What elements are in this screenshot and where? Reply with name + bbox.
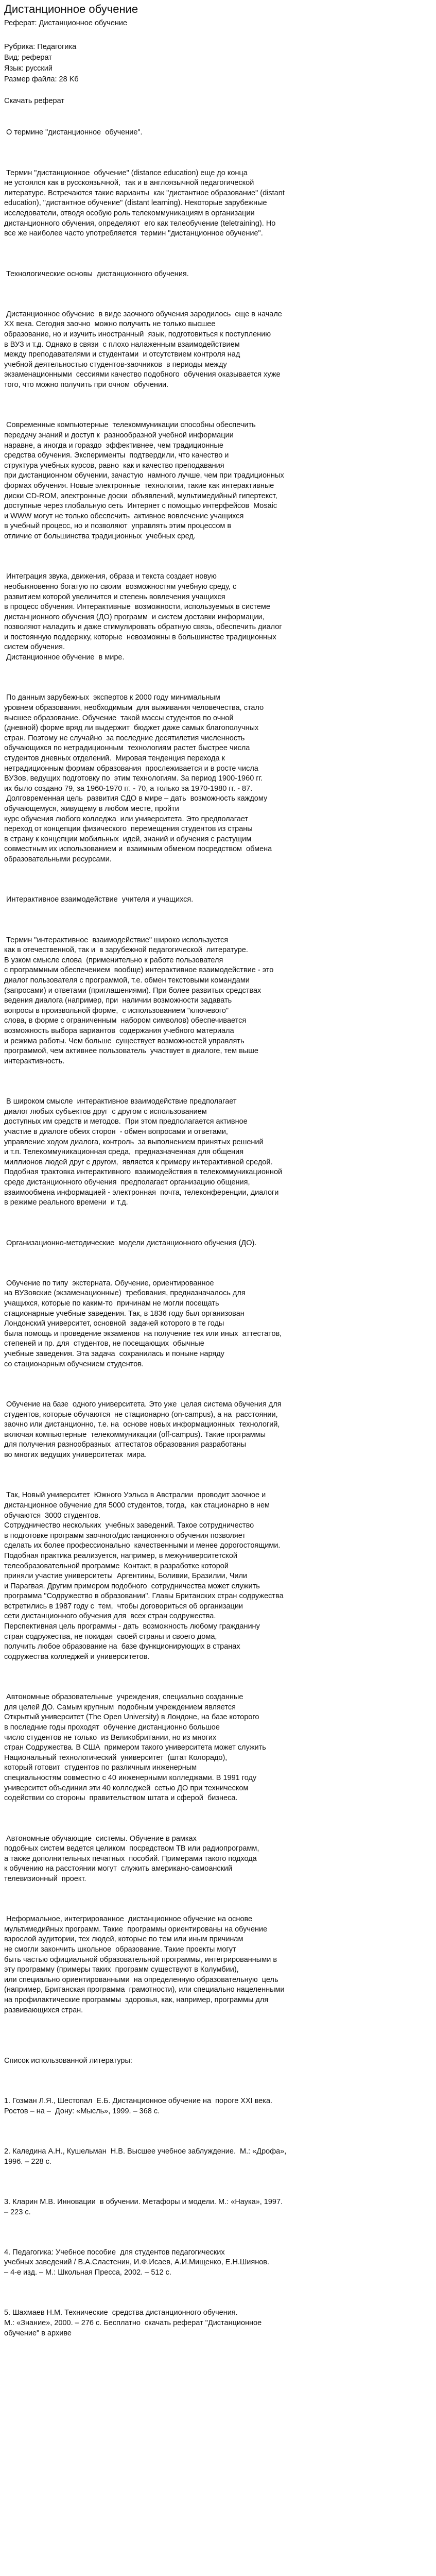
paragraph: Интеграция звука, движения, образа и текста создает новую необыкновенно богатую по своим возможностям учебную среду, с развитием которой увеличится и степень вовлечения учащихся в процесс обучения. Интерактивные возможности, используемых в системе дистанционного обучения (ДО) программ и систем доставки информации, позволяют наладить и даже стимулировать обратную связь, обеспечить диалог и постоянную поддержку, которые невозможны в большинстве традиционных систем обучения. Дистанционное обучение в мире. [4, 572, 282, 662]
paragraph: Дистанционное обучение в виде заочного обучения зародилось еще в начале ХХ века. Сегодня заочно можно получить не только высшее образование, но и изучить иностранный язык, подготовиться к поступлению в ВУЗ и т.д. Однако в связи с плохо налаженным взаимодействием между преподавателями и студентами и отсутствием контроля над учебной деятельностью студентов-заочников в периоды между экзаменационными сессиями качество подобного обучения оказывается хуже того, что можно получить при очном обучении. [4, 310, 282, 389]
references-heading: Список использованной литературы: [4, 2056, 132, 2065]
paragraph: О термине "дистанционное обучение". [4, 128, 143, 137]
meta-type: Вид: реферат [4, 54, 52, 62]
paragraph: Автономные образовательные учреждения, специально созданные для целей ДО. Самым крупным подобным учреждением является Открытый университет (The Open University) в Лондоне, на базе которого в последние годы проходят обучение дистанционно большое число студентов не только из Великобритании, но из многих стран Содружества. В США примером такого университета может служить Национальный технологический университет (штат Колорадо), который готовит студентов по различным инженерным специальностям совместно с 40 инженерными колледжами. В 1991 году университет объединил эти 40 колледжей сетью ДО при техническом содействии со стороны правительством штата и сферой бизнеса. [4, 1693, 266, 1803]
paragraph: Так, Новый университет Южного Уэльса в Австралии проводит заочное и дистанционное обучение для 5000 студентов, тогда, как стационарно в нем обучаются 3000 студентов. Сотрудничество нескольких учебных заведений. Такое сотрудничество в подготовке программ заочного/дистанционного обучения позволяет сделать их более профессионально качественными и менее дорогостоящими. Подобная практика реализуется, например, в межуниверситетской телеобразовательной программе Контакт, в разработке которой приняли участие университеты Аргентины, Боливии, Бразилии, Чили и Парагвая. Другим примером подобного сотрудничества может служить программа "Содружество в образовании". Главы Британских стран содружества встретились в 1987 году с тем, чтобы договориться об организации сети дистанционного обучения для всех стран содружества. Перспективная цель программы - дать возможность любому гражданину стран содружества, не покидая своей страны и своего дома, получить любое образование на базе функционирующих в странах содружества колледжей и университетов. [4, 1491, 284, 1661]
reference-item: 2. Каледина А.Н., Кушельман Н.В. Высшее учебное заблуждение. М.: «Дрофа», 1996. – 228 с. [4, 2147, 287, 2166]
paragraph: Неформальное, интегрированное дистанционное обучение на основе мультимедийных программ. Такие программы ориентированы на обучение взрослой аудитории, тех людей, которые по тем или иным причинам не смогли закончить школьное образование. Такие проекты могут быть частью официальной образовательной программы, интегрированными в эту программу (примеры таких программ существуют в Колумбии), или специально ориентированными на определенную образовательную цель (например, Британская программа грамотности), или специально нацеленными на профилактические программы здоровья, как, например, программы для развивающихся стран. [4, 1915, 285, 2014]
section-heading: Интерактивное взаимодействие учителя и учащихся. [4, 895, 194, 904]
document-meta [4, 42, 432, 85]
paragraph: Термин "интерактивное взаимодействие" широко используется как в отечественной, так и в зарубежной педагогической литературе. В узком смысле слова (применительно к работе пользователя с программным обеспечением вообще) интерактивное взаимодействие - это диалог пользователя с программой, т.е. обмен текстовыми командами (запросами) и ответами (приглашениями). При более развитых средствах ведения диалога (например, при наличии возможности задавать вопросы в произвольной форме, с использованием "ключевого" слова, в форме с ограниченным набором символов) обеспечивается возможность выбора вариантов содержания учебного материала и режима работы. Чем больше существует возможностей управлять программой, чем активнее пользователь участвует в диалоге, тем выше интерактивность. [4, 936, 274, 1065]
paragraph: Современные компьютерные телекоммуникации способны обеспечить передачу знаний и доступ к разнообразной учебной информации наравне, а иногда и гораздо эффективнее, чем традиционные средства обучения. Эксперименты подтвердили, что качество и структура учебных курсов, равно как и качество преподавания при дистанционном обучении, зачастую намного лучше, чем при традиционных формах обучения. Новые электронные технологии, такие как интерактивные диски CD-ROM, электронные доски объявлений, мультимедийный гипертекст, доступные через глобальную сеть Интернет с помощью интерфейсов Mosaic и WWW могут не только обеспечить активное вовлечение учащихся в учебный процесс, но и позволяют управлять этим процессом в отличие от большинства традиционных учебных сред. [4, 421, 284, 540]
section-heading: Организационно-методические модели дистанционного обучения (ДО). [4, 1239, 257, 1247]
paragraph: Обучение на базе одного университета. Это уже целая система обучения для студентов, которые обучаются не стационарно (on-campus), а на расстоянии, заочно или дистанционно, т.е. на основе новых информационных технологий, включая компьютерные телекоммуникации (off-campus). Такие программы для получения разнообразных аттестатов образования разработаны во многих ведущих университетах мира. [4, 1400, 282, 1459]
meta-rubric: Рубрика: Педагогика [4, 43, 77, 51]
reference-item: 3. Кларин М.В. Инновации в обучении. Метафоры и модели. М.: «Наука», 1997. – 223 с. [4, 2197, 283, 2216]
article-body [4, 108, 432, 2369]
page-subtitle: Реферат: Дистанционное обучение [4, 19, 128, 27]
reference-item: 5. Шахмаев Н.М. Технические средства дистанционного обучения. М.: «Знание», 2000. – 276 с. Бесплатно скачать реферат "Дистанционное обучение" в архиве [4, 2309, 262, 2337]
meta-language: Язык: русский [4, 64, 53, 73]
download-link[interactable]: Скачать реферат [4, 97, 64, 105]
reference-item: 1. Гозман Л.Я., Шестопал Е.Б. Дистанционное обучение на пороге XXI века. Ростов – на – Дону: «Мысль», 1999. – 368 с. [4, 2096, 273, 2115]
meta-file-size: Размер файла: 28 Kб [4, 75, 79, 83]
paragraph: Автономные обучающие системы. Обучение в рамках подобных систем ведется целиком посредством ТВ или радиопрограмм, а также дополнительных печатных пособий. Примерами такого подхода к обучению на расстоянии могут служить американо-самоанский телевизионный проект. [4, 1834, 259, 1883]
reference-item: 4. Педагогика: Учебное пособие для студентов педагогических учебных заведений / В.А.Сластенин, И.Ф.Исаев, А.И.Мищенко, Е.Н.Шиянов. – 4-е изд. – М.: Школьная Пресса, 2002. – 512 с. [4, 2248, 269, 2277]
paragraph: Обучение по типу экстерната. Обучение, ориентированное на ВУЗовские (экзаменационные) требования, предназначалось для учащихся, которые по каким-то причинам не могли посещать стационарные учебные заведения. Так, в 1836 году был организован Лондонский университет, основной задачей которого в те годы была помощь и проведение экзаменов на получение тех или иных аттестатов, степеней и пр. для студентов, не посещающих обычные учебные заведения. Эта задача сохранилась и поныне наряду со стационарным обучением студентов. [4, 1279, 282, 1368]
page-title: Дистанционное обучение [4, 3, 138, 15]
section-heading: Технологические основы дистанционного обучения. [4, 269, 189, 278]
paragraph: Термин "дистанционное обучение" (distance education) еще до конца не устоялся как в русскоязычной, так и в англоязычной педагогической литературе. Встречаются такие варианты как "дистантное образование" (distant education), "дистантное обучение" (distant learning). Некоторые зарубежные исследователи, отводя особую роль телекоммуникациям в организации дистанционного обучения, определяют его как телеобучение (teletraining). Но все же наиболее часто употребляется термин "дистанционное обучение". [4, 168, 285, 238]
paragraph: По данным зарубежных экспертов к 2000 году минимальным уровнем образования, необходимым для выживания человечества, стало высшее образование. Обучение такой массы студентов по очной (дневной) форме вряд ли выдержит бюджет даже самых благополучных стран. Поэтому не случайно за последние десятилетия численность обучающихся по нетрадиционным технологиям растет быстрее числа студентов дневных отделений. Мировая тенденция перехода к нетрадиционным формам образования прослеживается и в росте числа ВУЗов, ведущих подготовку по этим технологиям. За период 1900-1960 гг. их было создано 79, за 1960-1970 гг. - 70, а только за 1970-1980 гг. - 87. Долговременная цель развития СДО в мире – дать возможность каждому обучающемуся, живущему в любом месте, пройти курс обучения любого колледжа или университета. Это предполагает переход от концепции физического перемещения студентов из страны в страну к концепции мобильных идей, знаний и обучения с растущим совместным их использованием и взаимным обменом посредством обмена образовательными ресурсами. [4, 693, 272, 863]
paragraph: В широком смысле интерактивное взаимодействие предполагает диалог любых субъектов друг с другом с использованием доступных им средств и методов. При этом предполагается активное участие в диалоге обеих сторон - обмен вопросами и ответами, управление ходом диалога, контроль за выполнением принятых решений и т.п. Телекоммуникационная среда, предназначенная для общения миллионов людей друг с другом, является к примеру интерактивной средой. Подобная трактовка интерактивного взаимодействия в телекоммуникационной среде дистанционного обучения предполагает организацию общения, взаимообмена информацией - электронная почта, телеконференции, диалоги в режиме реального времени и т.д. [4, 1097, 283, 1207]
